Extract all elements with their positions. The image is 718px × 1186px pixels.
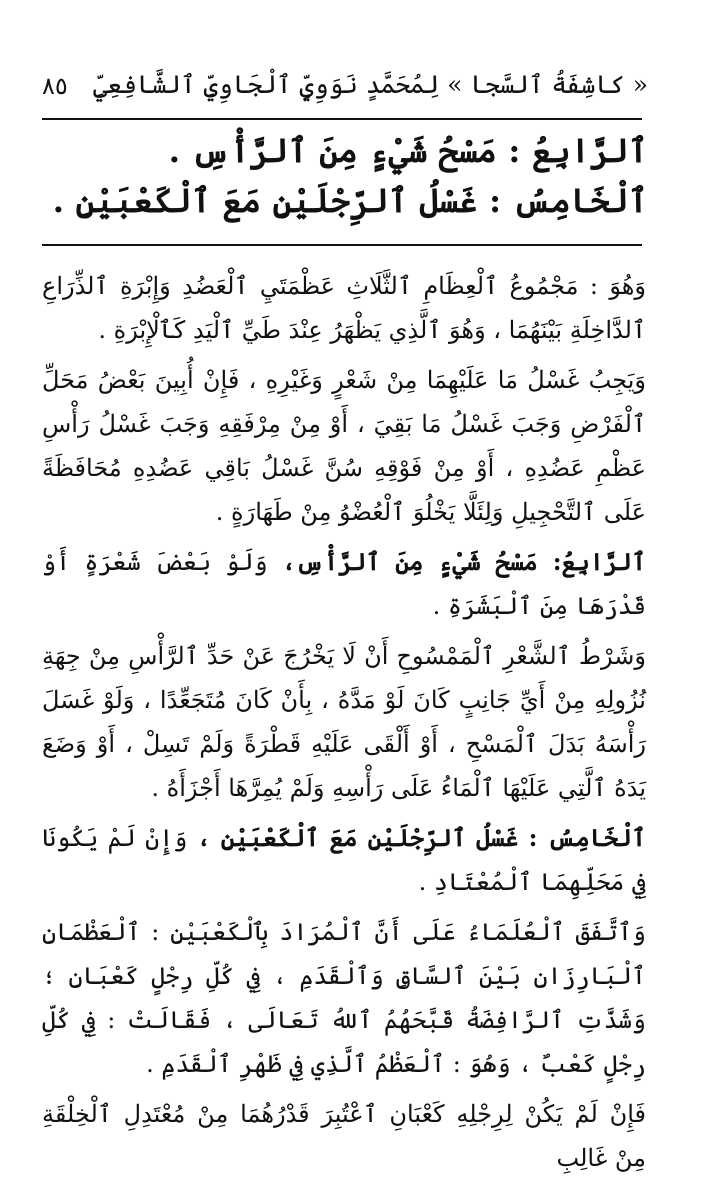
- commentary-paragraph: وَهُوَ : مَجْمُوعُ ٱلْعِظَامِ ٱلثَّلَاثِ عَظْمَتَيِ ٱلْعَضُدِ وَإِبْرَةِ ٱلذِّرَاعِ ٱلدَّاخِلَةِ بَيْنَهُمَا ، وَهُوَ ٱلَّذِي يَظْهَرُ عِنْدَ طَيِّ ٱلْيَدِ كَٱلْإِبْرَةِ .: [42, 272, 646, 344]
- commentary-paragraph: وَٱتَّفَقَ ٱلْعُلَمَاءُ عَلَى أَنَّ ٱلْمُرَادَ بِٱلْكَعْبَيْنِ : ٱلْعَظْمَانِ ٱلْبَارِزَانِ بَيْنَ ٱلسَّاقِ وَٱلْقَدَمِ ، فِي كُلِّ رِجْلٍ كَعْبَانِ ؛ وَشَذَّتِ ٱلرَّافِضَةُ قَبَّحَهُمُ ٱللهُ تَعَالَى ، فَقَالَتْ : فِي كُلِّ رِجْلٍ كَعْبٌ ، وَهُوَ : ٱلْعَظْمُ ٱلَّذِي فِي ظَهْرِ ٱلْقَدَمِ .: [42, 918, 646, 1078]
- running-title: « كاشِفَةُ ٱلسَّجا » لِمُحَمَّدٍ نَوَوِيٍّ ٱلْجَاوِيِّ ٱلشَّافِعِيِّ: [93, 70, 648, 99]
- paragraph-lead: ٱلْخَامِسُ : غَسْلُ ٱلرِّجْلَيْنِ مَعَ ٱلْكَعْبَيْنِ ،: [196, 823, 647, 852]
- commentary-paragraph: وَيَجِبُ غَسْلُ مَا عَلَيْهِمَا مِنْ شَعْرٍ وَغَيْرِهِ ، فَإِنْ أُبِينَ بَعْضُ مَحَلِّ ٱلْفَرْضِ وَجَبَ غَسْلُ مَا بَقِيَ ، أَوْ مِنْ مِرْفَقِهِ وَجَبَ غَسْلُ رَأْسِ عَظْمِ عَضُدِهِ ، أَوْ مِنْ فَوْقِهِ سُنَّ غَسْلُ بَاقِي عَضُدِهِ مُحَافَظَةً عَلَى ٱلتَّحْجِيلِ وَلِئَلَّا يَخْلُوَ ٱلْعُضْوُ مِنْ طَهَارَةٍ .: [42, 366, 647, 526]
- matn-divider: [42, 244, 642, 246]
- paragraph-body: وَإِنْ لَمْ يَكُونَا فِي مَحَلِّهِمَا ٱلْمُعْتَادِ .: [42, 824, 646, 896]
- commentary-paragraph: [42, 816, 646, 904]
- commentary-paragraph: فَإِنْ لَمْ يَكُنْ لِرِجْلِهِ كَعْبَانِ ٱعْتُبِرَ قَدْرُهُمَا مِنْ مُعْتَدِلِ ٱلْخِلْقَةِ مِنْ غَالِبِ: [42, 1100, 646, 1172]
- commentary-paragraph: وَشَرْطُ ٱلشَّعْرِ ٱلْمَمْسُوحِ أَنْ لَا يَخْرُجَ عَنْ حَدِّ ٱلرَّأْسِ مِنْ جِهَةِ نُزُولِهِ مِنْ أَيِّ جَانِبٍ كَانَ لَوْ مَدَّهُ ، بِأَنْ كَانَ مُتَجَعِّدًا ، وَلَوْ غَسَلَ رَأْسَهُ بَدَلَ ٱلْمَسْحِ ، أَوْ أَلْقَى عَلَيْهِ قَطْرَةً وَلَمْ تَسِلْ ، أَوْ وَضَعَ يَدَهُ ٱلَّتِي عَلَيْهَا ٱلْمَاءُ عَلَى رَأْسِهِ وَلَمْ يُمِرَّهَا أَجْزَأَهُ .: [42, 642, 646, 802]
- header-divider: [42, 118, 642, 120]
- commentary-paragraph: [42, 540, 646, 628]
- matn-text: ٱلرَّابِعُ : مَسْحُ شَيْءٍ مِنَ ٱلرَّأْسِ . ٱلْخَامِسُ : غَسْلُ ٱلرِّجْلَيْنِ مَعَ ٱلْكَعْبَيْنِ .: [52, 131, 648, 220]
- running-header: [42, 66, 648, 106]
- page-number: ٨٥: [42, 72, 68, 100]
- commentary: [42, 264, 646, 1186]
- paragraph-lead: ٱلرَّابِعُ: مَسْحُ شَيْءٍ مِنَ ٱلرَّأْسِ،: [281, 547, 647, 576]
- paragraph-body: وَلَوْ بَعْضَ شَعْرَةٍ أَوْ قَدْرَهَا مِنَ ٱلْبَشَرَةِ .: [42, 548, 646, 620]
